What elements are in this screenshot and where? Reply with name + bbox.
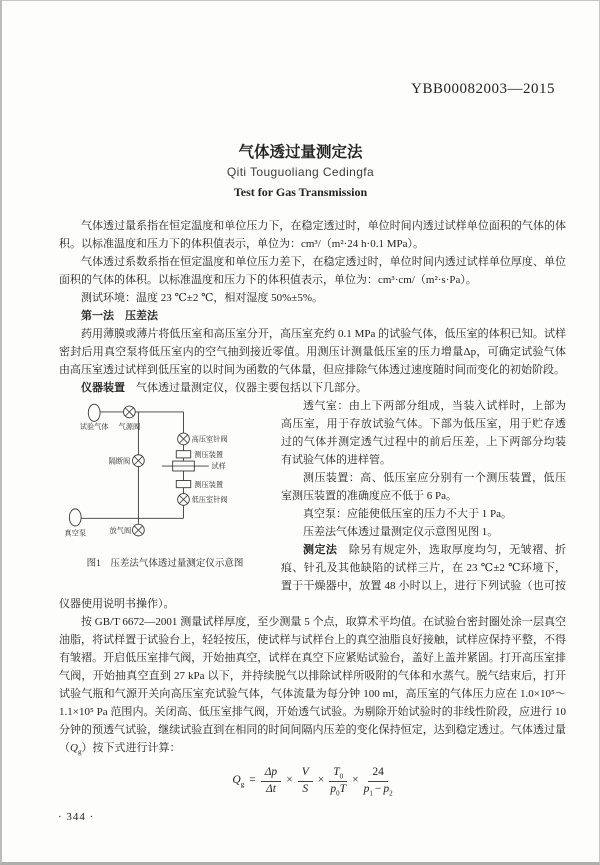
- lp-needle-valve-icon: [178, 494, 190, 506]
- label-test-gas: 试验气体: [79, 423, 109, 432]
- procedure-text: 除另有规定外，选取厚度均匀，无皱褶、折痕、针孔及其他缺陷的试样三片，在 23 ℃±2 ℃环境下，置于干燥器中，放置 48 小时以上，进行下列试验（也可按仪器使用说明书操作）。: [59, 544, 567, 610]
- title-english: Test for Gas Transmission: [233, 185, 368, 199]
- formula-p2-base: p: [383, 782, 390, 795]
- formula-frac-24: [364, 766, 393, 797]
- page-title: 气体透过量测定法: [238, 144, 363, 161]
- measurement-text-b: ）按下式进行计算：: [81, 742, 181, 754]
- formula-q: Q: [232, 774, 241, 787]
- formula-dt: Δt: [265, 782, 276, 795]
- formula-frac-dp-dt: [261, 766, 282, 797]
- paragraph-vacuum-pump: 真空泵：应能使低压室的压力不大于 1 Pa。: [303, 508, 512, 520]
- paragraph-permeation-chamber: 透气室：由上下两部分组成，当装入试样时，上部为高压室，用于存放试验气体。下部为低压室，用于贮存透过的气体并测定透气过程中的前后压差，上下两部分均装有试验气体的进样管。: [281, 400, 566, 466]
- label-hp-needle-valve: 高压室针阀: [191, 435, 228, 444]
- formula-24: 24: [368, 766, 388, 782]
- formula-s: S: [302, 782, 309, 795]
- formula-p0-base: p: [330, 782, 337, 795]
- test-gas-cylinder-icon: [88, 404, 100, 421]
- hp-needle-valve-icon: [178, 433, 190, 445]
- procedure-label: 测定法: [303, 544, 338, 556]
- label-pressure-gauge-bottom: 测压装置: [194, 480, 224, 489]
- vacuum-pump-icon: [69, 509, 81, 526]
- paragraph-apparatus: [59, 379, 566, 397]
- formula-qg: [59, 766, 566, 797]
- formula-t0-sub: 0: [339, 772, 344, 781]
- label-vacuum-pump: 真空泵: [64, 529, 87, 538]
- pressure-gauge-bottom-icon: [176, 480, 190, 487]
- label-lp-needle-valve: 低压室针阀: [191, 496, 228, 505]
- formula-frac-v-s: [298, 766, 313, 797]
- apparatus-schematic: [59, 401, 271, 550]
- formula-times-1: ×: [286, 774, 293, 787]
- formula-p2-sub: 2: [389, 789, 393, 798]
- paragraph-gas-transmission-definition: 气体透过量系指在恒定温度和单位压力下，在稳定透过时，单位时间内透过试样单位面积的气体的体积。以标准温度和压力下的体积值表示，单位为：cm³/（m²·24 h·0.1 MPa）。: [59, 220, 566, 250]
- formula-minus: −: [374, 782, 382, 795]
- qg-symbol: Q: [70, 742, 78, 754]
- document-body: [59, 217, 566, 797]
- label-vent-valve: 放气阀: [109, 526, 132, 535]
- heading-method-1: 第一法 压差法: [81, 310, 158, 322]
- measurement-text-a: 按 GB/T 6672—2001 测量试样厚度，至少测量 5 个点，取算术平均值。在试验台密封圈处涂一层真空油脂，将试样置于试验台上，轻轻按压，使试样与试样台上的真空油脂良好接触，试样应保持平整，不得有皱褶。开启低压室排气阀，开始抽真空，试样在真空下应紧贴试验台，盖好上盖并紧固。打开高压室排气阀，开始抽真空直到 27 kPa 以下，并持续脱气以排除试样所吸附的气体和水蒸气。脱气结束后，打开试验气瓶和气源开关向高压室充试验气体，气体流量为每分钟 100 ml，高压室的气体压力应在 1.0×10⁵～1.1×10⁵ Pa 范围内。关闭高、低压室排气阀，开始透气试验。为剔除开始试验时的非线性阶段，应进行 10 分钟的预透气试验，继续试验直到在相同的时间间隔内压差的变化保持恒定，达到稳定透过。气体透过量（: [59, 616, 566, 754]
- formula-frac-t0-p0t: [329, 766, 347, 797]
- paragraph-test-environment: 测试环境：温度 23 ℃±2 ℃，相对湿度 50%±5%。: [81, 292, 324, 304]
- paragraph-pressure-device: 测压装置：高、低压室应分别有一个测压装置，低压室测压装置的准确度应不低于 6 Pa。: [281, 472, 566, 502]
- figure-caption: 图1 压差法气体透过量测定仪示意图: [86, 559, 244, 569]
- apparatus-label: 仪器装置: [81, 382, 125, 394]
- pressure-gauge-top-icon: [176, 451, 190, 458]
- formula-v: V: [301, 766, 309, 778]
- formula-t: T: [339, 782, 346, 795]
- formula-times-2: ×: [317, 774, 325, 787]
- page-number: · 344 ·: [58, 811, 95, 823]
- label-gas-source-valve: 气源阀: [118, 423, 141, 432]
- formula-equals: =: [249, 774, 256, 787]
- title-pinyin: Qiti Touguoliang Cedingfa: [226, 165, 375, 179]
- formula-p1-base: p: [363, 782, 370, 795]
- label-pressure-gauge-top: 测压装置: [194, 451, 224, 460]
- paragraph-see-figure-1: 压差法气体透过量测定仪示意图见图 1。: [303, 526, 499, 538]
- vent-valve-icon: [133, 524, 145, 536]
- gas-source-valve-icon: [124, 406, 136, 418]
- formula-lhs: [232, 774, 244, 788]
- formula-p1-sub: 1: [369, 789, 373, 798]
- formula-q-sub: g: [240, 780, 245, 789]
- label-isolation-valve: 隔断阀: [108, 457, 131, 466]
- apparatus-text: 气体透过量测定仪，仪器主要包括以下几部分。: [125, 382, 367, 394]
- figure-1: [59, 401, 271, 591]
- formula-times-3: ×: [352, 774, 359, 787]
- paragraph-measurement-steps: [59, 613, 566, 757]
- doc-number: YBB00082003—2015: [411, 81, 555, 97]
- isolation-valve-icon: [133, 455, 145, 467]
- paragraph-gas-coefficient-definition: 气体透过系数系指在恒定温度和单位压力差下，在稳定透过时，单位时间内透过试样单位厚度、单位面积的气体的体积。以标准温度和压力下的体积值表示，单位为：cm³·cm/（m²·s·Pa）。: [59, 256, 566, 286]
- qg-subscript: g: [77, 748, 82, 757]
- formula-t0-base: T: [333, 766, 340, 778]
- formula-dp: Δp: [264, 766, 278, 778]
- label-sample: 试样: [211, 462, 226, 471]
- formula-p0-sub: 0: [336, 789, 340, 798]
- paragraph-principle: 药用薄膜或薄片将低压室和高压室分开，高压室充约 0.1 MPa 的试验气体，低压室的体积已知。试样密封后用真空泵将低压室内的空气抽到接近零值。用测压计测量低压室的压力增量Δp，可确定试验气体由高压室透过试样到低压室的以时间为函数的气体量，但应排除气体透过速度随时间而变化的初始阶段。: [59, 328, 566, 376]
